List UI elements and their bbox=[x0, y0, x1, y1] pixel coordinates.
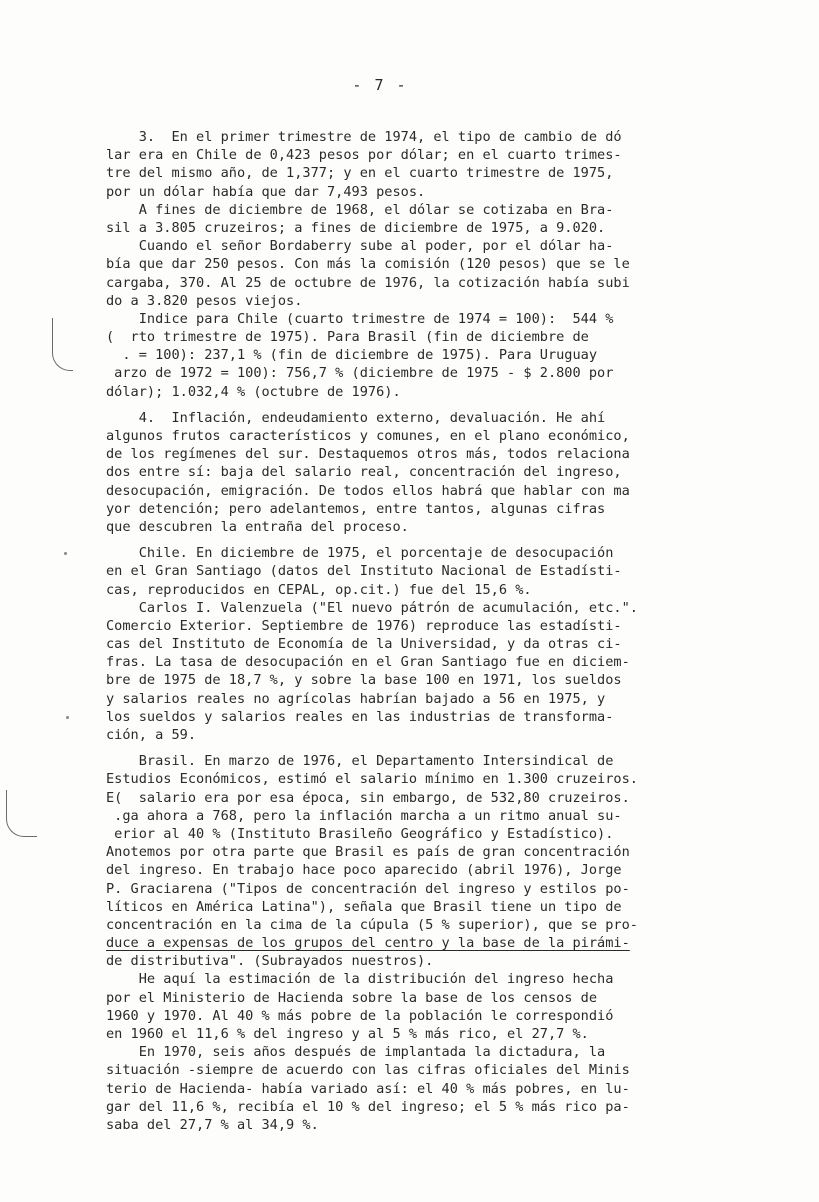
section-heading-brasil: Brasil. En marzo de 1976, el Departamento Intersindical de bbox=[106, 753, 614, 770]
text-line: algunos frutos característicos y comunes, en el plano económico, bbox=[106, 428, 630, 444]
section-heading-chile: Chile. En diciembre de 1975, el porcentaje de desocupación bbox=[106, 545, 614, 562]
text-line: líticos en América Latina"), señala que Brasil tiene un tipo de bbox=[106, 898, 622, 915]
text-line: saba del 27,7 % al 34,9 %. bbox=[106, 1116, 319, 1133]
text-line: Carlos I. Valenzuela ("El nuevo pátrón de acumulación, etc.". bbox=[106, 599, 638, 616]
text-line: Estudios Económicos, estimó el salario mínimo en 1.300 cruzeiros. bbox=[106, 771, 638, 788]
text-line: dos entre sí: baja del salario real, concentración del ingreso, bbox=[106, 464, 622, 481]
paragraph-gap bbox=[106, 401, 706, 409]
text-line: cas, reproducidos en CEPAL, op.cit.) fue del 15,6 %. bbox=[106, 581, 532, 598]
text-line: ( rto trimestre de 1975). Para Brasil (fin de diciembre de bbox=[106, 329, 589, 346]
text-line: por el Ministerio de Hacienda sobre la base de los censos de bbox=[106, 989, 598, 1006]
text-line: en el Gran Santiago (datos del Instituto Nacional de Estadísti- bbox=[106, 563, 622, 580]
text-line: cas del Instituto de Economía de la Universidad, y da otras ci- bbox=[106, 636, 622, 653]
text-line: E( salario era por esa época, sin embargo, de 532,80 cruzeiros. bbox=[106, 789, 630, 806]
text-line: y salarios reales no agrícolas habrían bajado a 56 en 1975, y bbox=[106, 690, 606, 707]
text-line: situación -siempre de acuerdo con las cifras oficiales del Minis bbox=[106, 1062, 630, 1079]
text-line: erior al 40 % (Instituto Brasileño Geográfico y Estadístico). bbox=[106, 825, 614, 842]
text-line: desocupación, emigración. De todos ellos habrá que hablar con ma bbox=[106, 482, 630, 499]
text-line: sil a 3.805 cruzeiros; a fines de diciembre de 1975, a 9.020. bbox=[106, 219, 606, 236]
text-line: . = 100): 237,1 % (fin de diciembre de 1975). Para Uruguay bbox=[106, 347, 598, 364]
document-body bbox=[106, 128, 706, 1134]
handwritten-bracket-mark bbox=[6, 790, 37, 837]
text-line: cargaba, 370. Al 25 de octubre de 1976, la cotización había subi bbox=[106, 274, 630, 291]
paragraph-gap bbox=[106, 536, 706, 544]
text-line: Cuando el señor Bordaberry sube al poder, por el dólar ha- bbox=[106, 238, 614, 255]
text-line: de los regímenes del sur. Destaquemos otros más, todos relaciona bbox=[106, 446, 630, 463]
text-line: bía que dar 250 pesos. Con más la comisión (120 pesos) que se le bbox=[106, 256, 630, 273]
text-line: lar era en Chile de 0,423 pesos por dólar; en el cuarto trimes- bbox=[106, 147, 622, 164]
text-line: A fines de diciembre de 1968, el dólar se cotizaba en Bra- bbox=[106, 201, 614, 218]
paragraph-gap bbox=[106, 744, 706, 752]
text-line: Anotemos por otra parte que Brasil es país de gran concentración bbox=[106, 844, 630, 861]
text-line: fras. La tasa de desocupación en el Gran Santiago fue en diciem- bbox=[106, 654, 630, 671]
text-line: arzo de 1972 = 100): 756,7 % (diciembre de 1975 - $ 2.800 por bbox=[106, 365, 614, 382]
text-line: gar del 11,6 %, recibía el 10 % del ingreso; el 5 % más rico pa- bbox=[106, 1098, 630, 1115]
text-line: yor detención; pero adelantemos, entre tantos, algunas cifras bbox=[106, 500, 606, 517]
text-line: He aquí la estimación de la distribución del ingreso hecha bbox=[106, 971, 614, 988]
text-line: por un dólar había que dar 7,493 pesos. bbox=[106, 183, 426, 200]
text-line: 1960 y 1970. Al 40 % más pobre de la población le correspondió bbox=[106, 1007, 614, 1024]
text-line: ción, a 59. bbox=[106, 727, 197, 743]
text-line: do a 3.820 pesos viejos. bbox=[106, 292, 303, 309]
page-number: - 7 - bbox=[352, 76, 408, 94]
text-line: Comercio Exterior. Septiembre de 1976) reproduce las estadísti- bbox=[106, 617, 622, 634]
text-line: 4. Inflación, endeudamiento externo, devaluación. He ahí bbox=[106, 409, 606, 426]
text-line: P. Graciarena ("Tipos de concentración del ingreso y estilos po- bbox=[106, 880, 630, 897]
text-line: bre de 1975 de 18,7 %, y sobre la base 100 en 1971, los sueldos bbox=[106, 672, 622, 689]
text-line: concentración en la cima de la cúpula (5 % superior), que se pro- bbox=[106, 916, 638, 933]
text-line: tre del mismo año, de 1,377; y en el cuarto trimestre de 1975, bbox=[106, 165, 614, 182]
ink-speck bbox=[66, 716, 69, 719]
ink-speck bbox=[64, 552, 67, 555]
text-line: de distributiva". (Subrayados nuestros). bbox=[106, 953, 434, 970]
text-line: del ingreso. En trabajo hace poco aparecido (abril 1976), Jorge bbox=[106, 862, 622, 879]
text-line: los sueldos y salarios reales en las industrias de transforma- bbox=[106, 708, 614, 725]
underlined-text-line: duce a expensas de los grupos del centro y la base de la pirámi- bbox=[106, 935, 630, 952]
text-line: terio de Hacienda- había variado así: el 40 % más pobres, en lu- bbox=[106, 1080, 630, 1097]
text-line: Indice para Chile (cuarto trimestre de 1974 = 100): 544 % bbox=[106, 310, 614, 327]
text-line: que descubren la entraña del proceso. bbox=[106, 518, 409, 535]
text-line: en 1960 el 11,6 % del ingreso y al 5 % más rico, el 27,7 %. bbox=[106, 1026, 589, 1042]
handwritten-bracket-mark bbox=[52, 318, 73, 371]
text-line: dólar); 1.032,4 % (octubre de 1976). bbox=[106, 383, 401, 400]
text-line: .ga ahora a 768, pero la inflación marcha a un ritmo anual su- bbox=[106, 807, 622, 824]
text-line: En 1970, seis años después de implantada la dictadura, la bbox=[106, 1044, 606, 1061]
text-line: 3. En el primer trimestre de 1974, el tipo de cambio de dó bbox=[106, 129, 622, 145]
